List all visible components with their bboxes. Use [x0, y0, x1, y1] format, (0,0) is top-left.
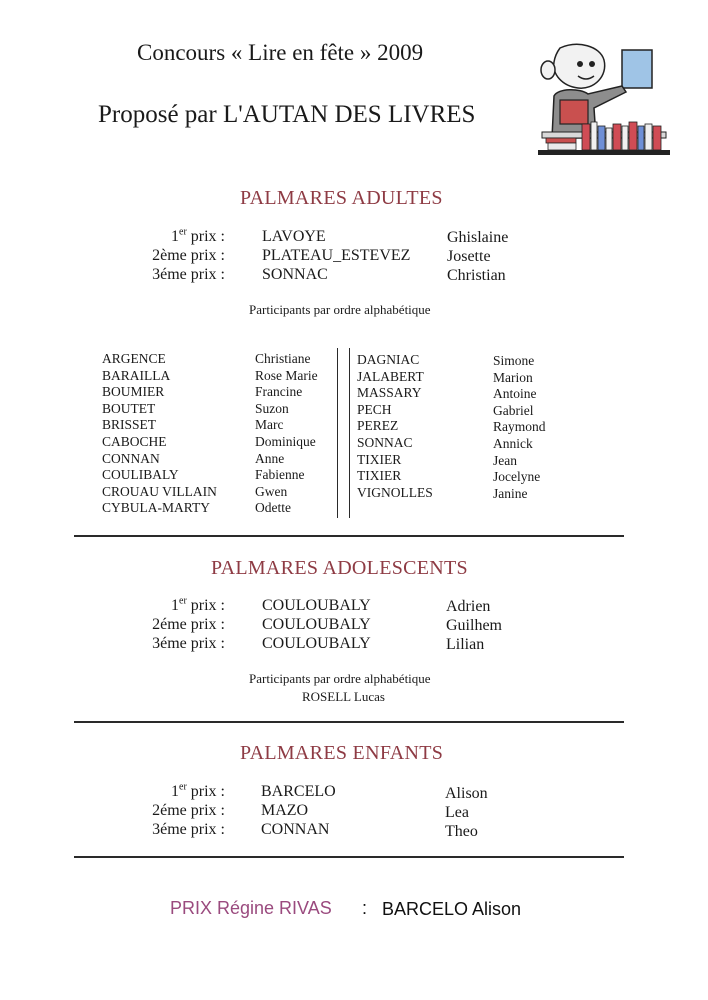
list-item: Rose Marie: [255, 367, 318, 383]
list-item: Odette: [255, 500, 291, 516]
page-title: Concours « Lire en fête » 2009: [137, 40, 424, 65]
prize-label: 2ème prix :: [152, 247, 225, 264]
list-item: BARAILLA: [102, 367, 171, 383]
list-item: SONNAC: [357, 434, 413, 450]
list-item: Annick: [493, 435, 533, 451]
section-heading-adults: PALMARES ADULTES: [240, 187, 443, 209]
participants-left-firstnames: [255, 351, 318, 517]
prize-label: 3éme prix :: [152, 821, 225, 838]
list-item: Dominique: [255, 433, 316, 449]
prize-label: 1er prix :: [171, 226, 225, 245]
prize-winner-firstname: Ghislaine: [447, 229, 509, 246]
list-item: TIXIER: [357, 451, 402, 467]
prize-winner-lastname: CONNAN: [261, 821, 330, 838]
list-item: Francine: [255, 384, 303, 400]
list-item: Antoine: [493, 386, 537, 402]
prize-winner-firstname: Christian: [447, 267, 506, 284]
prize-winner-lastname: COULOUBALY: [262, 635, 371, 652]
special-prize-winner: BARCELO Alison: [382, 899, 522, 919]
participants-left-lastnames: [102, 351, 217, 517]
list-item: ARGENCE: [102, 351, 166, 366]
section-divider: [74, 856, 624, 858]
special-prize-label: PRIX Régine RIVAS: [170, 898, 332, 918]
participants-right-firstnames: [493, 353, 546, 502]
prize-winner-lastname: SONNAC: [262, 266, 328, 283]
section-divider: [74, 721, 624, 723]
list-item: Marion: [493, 369, 533, 385]
list-item: VIGNOLLES: [357, 484, 433, 500]
list-item: MASSARY: [357, 385, 422, 401]
list-item: BOUMIER: [102, 384, 165, 400]
page-subtitle: Proposé par L'AUTAN DES LIVRES: [98, 101, 476, 128]
prize-winner-lastname: MAZO: [261, 802, 309, 819]
prize-winner-firstname: Theo: [445, 823, 478, 840]
prize-label: 3éme prix :: [152, 266, 225, 283]
list-item: Marc: [255, 417, 284, 433]
list-item: Raymond: [493, 419, 546, 435]
prize-winner-firstname: Josette: [447, 248, 491, 265]
prize-winner-firstname: Adrien: [446, 598, 491, 615]
list-item: Anne: [255, 450, 285, 466]
list-item: JALABERT: [357, 368, 424, 384]
prize-winner-firstname: Lea: [445, 804, 469, 821]
list-item: Christiane: [255, 351, 311, 366]
prize-winner-lastname: BARCELO: [261, 783, 336, 800]
prize-winner-firstname: Lilian: [446, 636, 485, 653]
section-heading-children: PALMARES ENFANTS: [240, 742, 444, 764]
prize-label: 2éme prix :: [152, 802, 225, 819]
list-item: Gwen: [255, 483, 288, 499]
prize-winner-lastname: LAVOYE: [262, 228, 326, 245]
list-item: COULIBALY: [102, 467, 179, 483]
list-item: PECH: [357, 401, 392, 417]
list-item: TIXIER: [357, 468, 402, 484]
list-item: Fabienne: [255, 467, 305, 483]
list-item: Janine: [493, 485, 528, 501]
list-item: PEREZ: [357, 418, 399, 434]
prize-winner-lastname: COULOUBALY: [262, 616, 371, 633]
column-divider: [337, 348, 338, 518]
participants-title-adults: Participants par ordre alphabétique: [249, 302, 431, 317]
prize-label: 2éme prix :: [152, 616, 225, 633]
prize-winner-lastname: PLATEAU_ESTEVEZ: [262, 247, 411, 264]
participants-right-lastnames: [357, 352, 433, 501]
list-item: Gabriel: [493, 402, 534, 418]
participants-title-teens: Participants par ordre alphabétique: [249, 671, 431, 686]
special-prize-colon: :: [362, 898, 368, 918]
list-item: BRISSET: [102, 417, 157, 433]
prize-label: 1er prix :: [171, 595, 225, 614]
participant-name: ROSELL Lucas: [302, 689, 385, 704]
section-heading-teens: PALMARES ADOLESCENTS: [211, 557, 468, 579]
list-item: CABOCHE: [102, 433, 167, 449]
list-item: Simone: [493, 353, 535, 368]
prize-winner-lastname: COULOUBALY: [262, 597, 371, 614]
list-item: DAGNIAC: [357, 352, 420, 367]
prize-winner-firstname: Guilhem: [446, 617, 502, 634]
prize-winner-firstname: Alison: [445, 785, 488, 802]
list-item: Jocelyne: [493, 469, 541, 485]
list-item: Jean: [493, 452, 517, 468]
list-item: BOUTET: [102, 400, 156, 416]
list-item: Suzon: [255, 400, 289, 416]
list-item: CROUAU VILLAIN: [102, 483, 217, 499]
prize-label: 3éme prix :: [152, 635, 225, 652]
prize-label: 1er prix :: [171, 781, 225, 800]
section-divider: [74, 535, 624, 537]
column-divider: [349, 348, 350, 518]
list-item: CYBULA-MARTY: [102, 500, 210, 516]
list-item: CONNAN: [102, 450, 160, 466]
reader-with-books-logo: [538, 38, 670, 164]
